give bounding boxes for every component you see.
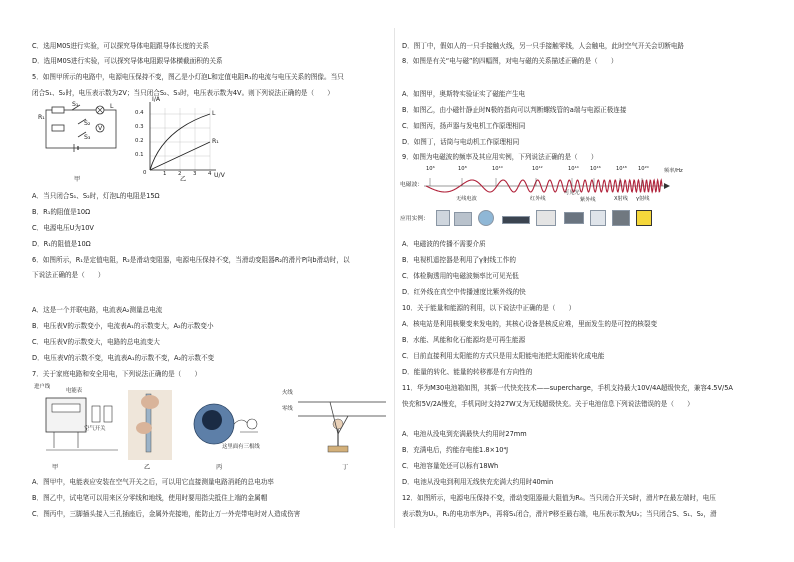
- remote-control-icon: [502, 216, 530, 224]
- heater-icon: [536, 210, 556, 226]
- globe-icon: [478, 210, 494, 226]
- band-visible: 可见光: [564, 190, 580, 196]
- q12-stem-line2: 表示数为U₁，R₁的电功率为P₁，再将S₁闭合，滑片P移至最右端，电压表示数为U₂；当只闭合S、S₁、S₂，滑: [402, 510, 717, 518]
- ytick: 0.3: [135, 124, 144, 130]
- q8-stem: 8．如图是有关“电与磁”的四幅图，对电与磁的关系描述正确的是（ ）: [402, 57, 618, 65]
- band-xray: X射线: [614, 196, 628, 202]
- column-divider: [394, 28, 395, 528]
- fig7-caption-a: 甲: [52, 464, 59, 471]
- tower-icon: [436, 210, 450, 226]
- apps-label: 应用实例：: [400, 216, 429, 222]
- freq-tick: 10⁶: [426, 166, 435, 172]
- q10-option-c: C．目前直接利用太阳能的方式只是用太阳能电池把太阳能转化成电能: [402, 352, 605, 360]
- right-column: [402, 0, 772, 562]
- q10-option-a: A．核电站是利用核聚变来发电的，其核心设备是核反应堆，里面发生的是可控的核裂变: [402, 320, 658, 328]
- s2-label: S₂: [84, 120, 91, 127]
- q9-stem: 9．如图为电磁波的频率及其应用实例，下列说法正确的是（ ）: [402, 153, 598, 161]
- graph-ylabel: I/A: [152, 96, 161, 103]
- band-gamma: γ射线: [636, 196, 650, 202]
- freq-axis-label: 频率/Hz: [664, 168, 683, 174]
- graph-xlabel: U/V: [214, 172, 225, 179]
- uv-lamp-icon: [590, 210, 606, 226]
- q6-option-c: C．电压表V的示数变大，电路的总电流变大: [32, 338, 160, 346]
- freq-tick: 10¹⁸: [616, 166, 627, 172]
- meter-title: 电能表: [66, 388, 83, 394]
- q5-stem-line1: 5．如图甲所示的电路中，电源电压保持不变，图乙是小灯泡L和定值电阻R₁的电流与电压关系的图像。当只: [32, 73, 344, 81]
- q11-option-c: C．电池容量处还可以标有18Wh: [402, 462, 499, 470]
- freq-tick: 10¹⁴: [568, 166, 579, 172]
- q5-circuit-diagram: [38, 101, 124, 154]
- q6-option-d: D．电压表V的示数不变，电流表A₁的示数不变，A₂的示数不变: [32, 354, 215, 362]
- q10-stem: 10．关于能量和能源的利用，以下说法中正确的是（ ）: [402, 304, 576, 312]
- freq-tick: 10⁸: [458, 166, 467, 172]
- q11-option-a: A．电池从没电到充满最快大约用时27mm: [402, 430, 527, 438]
- xtick: 1: [163, 171, 167, 177]
- q5-stem-line2: 闭合S₁、S₂时，电压表示数为2V；当只闭合S₂、S₃时，电压表示数为4V。则下列说法正确的是（ ）: [32, 89, 334, 97]
- q5-option-d: D．R₁的阻值是10Ω: [32, 240, 91, 248]
- q9-option-b: B．电视机遥控器是利用了γ射线工作的: [402, 256, 516, 264]
- xray-machine-icon: [612, 210, 630, 226]
- q7-option-c: C．图丙中，三脚插头接入三孔插座后，金属外壳接地，能防止万一外壳带电时对人造成伤害: [32, 510, 301, 518]
- q9-option-a: A．电磁波的传播不需要介质: [402, 240, 486, 248]
- freq-tick: 10¹⁰: [492, 166, 503, 172]
- band-uv: 紫外线: [580, 197, 596, 203]
- live-wire-label: 火线: [282, 390, 293, 396]
- q7-figures: [32, 382, 392, 474]
- ytick: 0.1: [135, 152, 144, 158]
- s1-label: S₁: [72, 101, 79, 108]
- ytick: 0.4: [135, 110, 144, 116]
- touch-wire-figure: [294, 388, 390, 458]
- q10-option-d: D．能量的转化、能量的转移都是有方向性的: [402, 368, 533, 376]
- q11-stem-line2: 快充和5V/2A慢充，手机同时支持27W又为无线超级快充。关于电池信息下列说法错误的是（ ）: [402, 400, 694, 408]
- xtick: 3: [193, 171, 197, 177]
- q8-option-b: B．如图乙，由小磁针静止时N极的指向可以判断螺线管的a端与电源正极连接: [402, 106, 627, 114]
- voltmeter-label: V: [98, 125, 103, 132]
- freq-tick: 10¹⁶: [590, 166, 601, 172]
- xtick: 2: [178, 171, 182, 177]
- curve-l-label: L: [212, 110, 216, 117]
- neutral-wire-label: 零线: [282, 406, 293, 412]
- eye-icon: [564, 212, 584, 224]
- xtick: 4: [208, 171, 212, 177]
- em-spectrum-figure: [402, 164, 742, 236]
- ytick: 0.2: [135, 138, 144, 144]
- left-column: [32, 0, 402, 562]
- q6-option-b: B．电压表V的示数变小，电流表A₁的示数变大，A₂的示数变小: [32, 322, 214, 330]
- q7-option-a: A．图甲中，电能表应安装在空气开关之后，可以用它直接测量电路消耗的总电功率: [32, 478, 274, 486]
- freq-tick: 10²⁰: [638, 166, 649, 172]
- q6-option-a: A．这是一个并联电路，电流表A₂测量总电流: [32, 306, 163, 314]
- curve-r1-label: R₁: [212, 138, 219, 145]
- q11-option-b: B．充满电后，约能存电能1.8×10⁴J: [402, 446, 509, 454]
- fig7-caption-d: 丁: [342, 464, 349, 471]
- breaker-label: 空气开关: [84, 426, 106, 432]
- q4-option-c: C．选用M0S进行实验，可以探究导体电阻跟导体长度的关系: [32, 42, 209, 50]
- band-infrared: 红外线: [530, 196, 546, 202]
- ytick: 0: [143, 170, 147, 176]
- electric-meter: [44, 396, 120, 454]
- q8-option-d: D．如图丁，话筒与电动机工作原理相同: [402, 138, 520, 146]
- q11-option-d: D．电池从没电到利用无线快充充满大约用时40min: [402, 478, 554, 486]
- fig7-caption-c: 丙: [216, 464, 223, 471]
- test-pen-photo: [128, 390, 172, 460]
- q11-stem-line1: 11．华为M30电池箱如图，其新一代快充技术——supercharge，手机支持最大10V/4A超级快充，兼容4.5V/5A: [402, 384, 733, 392]
- q7-stem: 7．关于家庭电路和安全用电，下列说法正确的是（ ）: [32, 370, 202, 378]
- radiation-icon: [636, 210, 652, 226]
- inlet-label: 进户线: [34, 384, 51, 390]
- q6-stem-line2: 下说法正确的是（ ）: [32, 271, 105, 279]
- fig5-caption-a: 甲: [74, 176, 81, 183]
- q8-option-c: C．如图丙，扬声器与发电机工作原理相同: [402, 122, 526, 130]
- q9-option-c: C．体检胸透用的电磁波频率比可见光低: [402, 272, 519, 280]
- band-radio: 无线电波: [456, 196, 477, 202]
- freq-tick: 10¹²: [532, 166, 543, 172]
- q10-option-b: B．水能、风能和化石能源均是可再生能源: [402, 336, 526, 344]
- wave-label: 电磁波：: [400, 182, 424, 188]
- q5-option-a: A．当只闭合S₁、S₂时，灯泡L的电阻是15Ω: [32, 192, 160, 200]
- plug-note: 这里面有三根线: [222, 444, 260, 450]
- q7-option-d: D．图丁中，假如人的一只手接触火线，另一只手接触零线，人会触电，此时空气开关会切断电路: [402, 42, 685, 50]
- q4-option-d: D．选用M0S进行实验，可以探究导体电阻跟导体横截面积的关系: [32, 57, 223, 65]
- q9-option-d: D．红外线在真空中传播速度比紫外线的快: [402, 288, 526, 296]
- radio-icon: [454, 212, 472, 226]
- fig5-caption-b: 乙: [180, 176, 187, 183]
- q5-option-c: C．电源电压U为10V: [32, 224, 94, 232]
- q12-stem-line1: 12．如图所示，电源电压保持不变，滑动变阻器最大阻值为R₀。当只闭合开关S时，滑片P在最左端时，电压: [402, 494, 716, 502]
- q7-option-b: B．图乙中，试电笔可以用来区分零线和地线，使用时要用指尖抵住上端的金属帽: [32, 494, 268, 502]
- q6-stem-line1: 6．如图所示，R₁是定值电阻，R₂是滑动变阻器，电源电压保持不变，当滑动变阻器R₂的滑片P向b滑动时，以: [32, 256, 350, 264]
- q8-option-a: A．如图甲，奥斯特实验证实了磁能产生电: [402, 90, 526, 98]
- q5-iu-graph: [132, 96, 225, 180]
- fig7-caption-b: 乙: [144, 464, 151, 471]
- q5-option-b: B．R₁的阻值是10Ω: [32, 208, 91, 216]
- lamp-label: L: [110, 103, 114, 110]
- r1-label: R₁: [38, 114, 45, 121]
- s3-label: S₃: [84, 134, 91, 141]
